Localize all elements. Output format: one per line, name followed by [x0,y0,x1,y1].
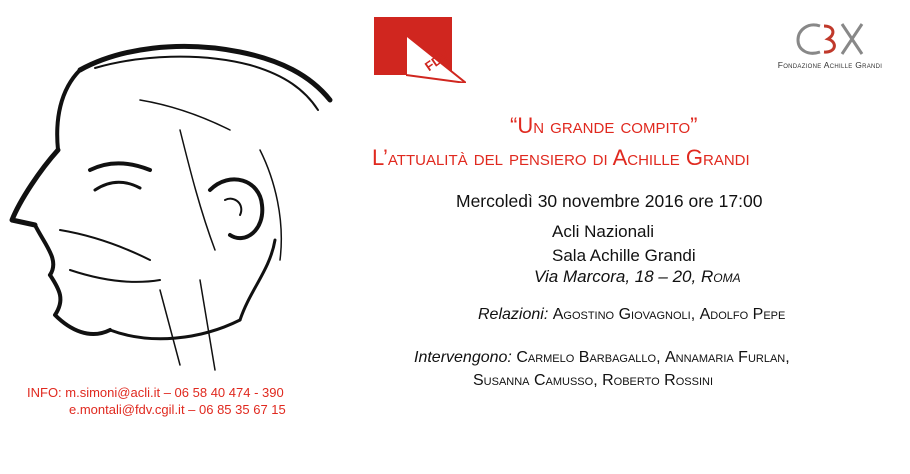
achille-grandi-portrait-sketch [0,30,350,380]
fdv-logo-icon [374,17,466,83]
fondazione-achille-grandi-logo-icon [792,20,868,58]
speaker-last-name: Rossini [664,372,713,389]
intervengono-label: Intervengono: [414,349,512,366]
speaker-first-name: Adolfo [699,306,749,323]
relazioni-label: Relazioni: [478,306,549,323]
speaker-first-name: Annamaria [664,349,734,366]
relazioni-line: Relazioni: Agostino Giovagnoli, Adolfo Pepe [478,306,786,323]
venue-room: Sala Achille Grandi [552,246,696,265]
fondazione-achille-grandi-logo [760,20,900,80]
speaker-first-name: Carmelo [516,349,575,366]
speaker-first-name: Susanna [473,372,530,389]
speaker-first-name: Agostino [552,306,615,323]
fondazione-achille-grandi-caption: Fondazione Achille Grandi [777,60,883,70]
intervengono-line-1: Intervengono: Carmelo Barbagallo, Annamaria Furlan, [414,349,790,366]
speaker-last-name: Camusso [533,372,594,389]
event-title-line2: L’attualità del pensiero di Achille Grandi [372,145,750,170]
event-date: Mercoledì 30 novembre 2016 ore 17:00 [456,191,763,211]
speaker-last-name: Pepe [752,306,786,323]
venue-address-street: Via Marcora, 18 – 20, [534,267,697,286]
speaker-first-name: Roberto [602,372,660,389]
info-contact-acli: INFO: m.simoni@acli.it – 06 58 40 474 - 390 [27,385,284,400]
speaker-last-name: Barbagallo [578,349,657,366]
fdv-logo-text: FDV [422,46,452,75]
speaker-last-name: Giovagnoli [618,306,691,323]
speaker-last-name: Furlan [738,349,786,366]
intervengono-line-2: Susanna Camusso, Roberto Rossini [473,372,713,389]
venue-address [534,267,741,287]
venue-address-city: Roma [700,267,741,286]
info-contact-fdv: e.montali@fdv.cgil.it – 06 85 35 67 15 [69,402,286,417]
venue-name: Acli Nazionali [552,222,655,241]
event-title-line1: “Un grande compito” [510,113,698,138]
